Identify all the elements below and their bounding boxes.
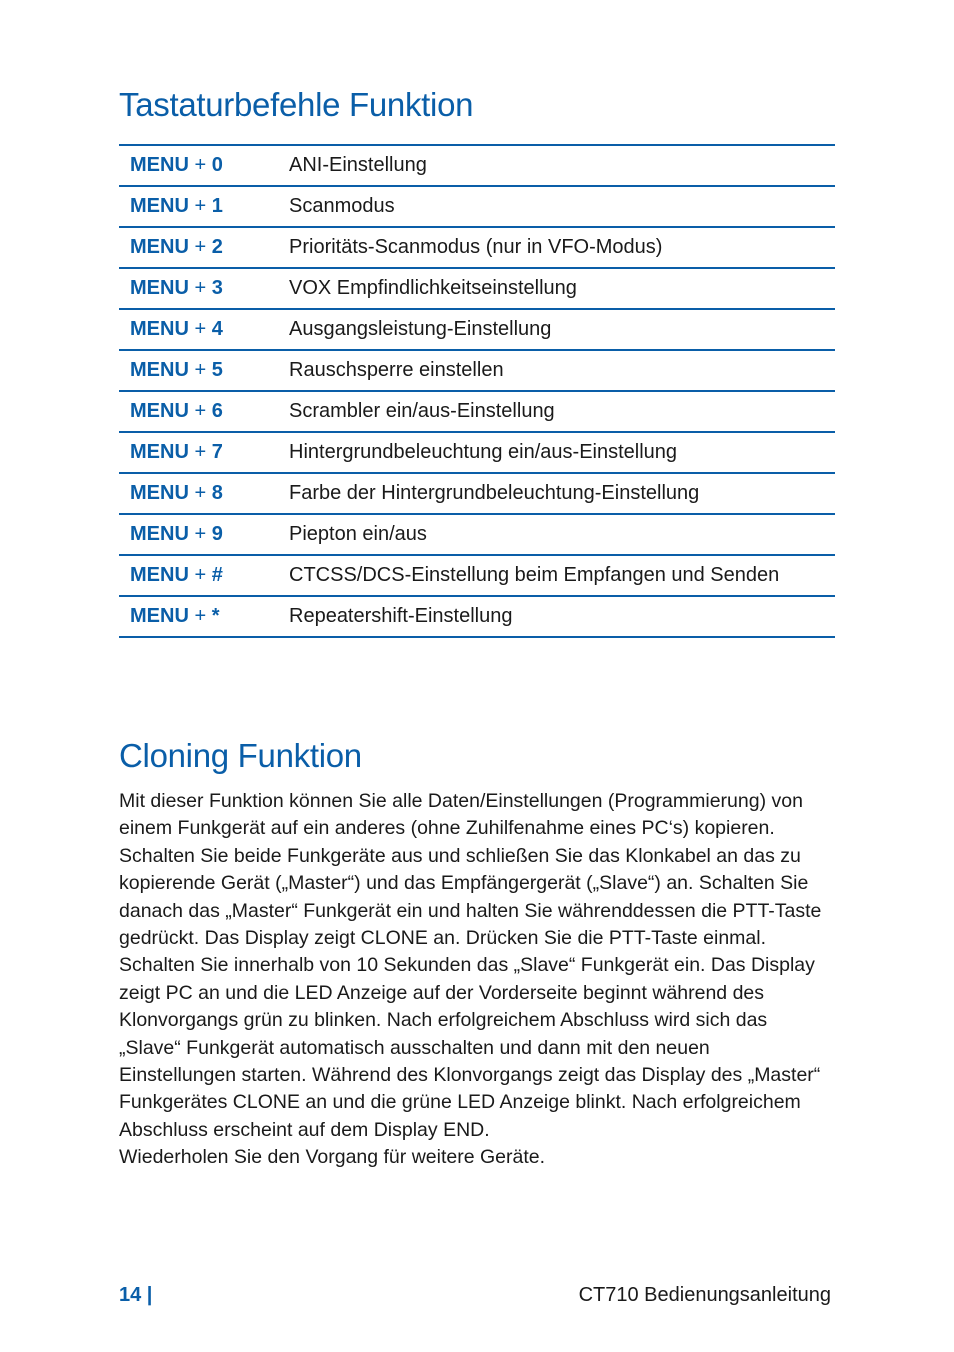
plus-sign: + [194, 359, 207, 381]
plus-sign: + [194, 605, 207, 627]
command-key [119, 605, 278, 628]
cloning-paragraph: Mit dieser Funktion können Sie alle Daten/Einstellungen (Programmierung) von einem Funkgerät auf ein anderes (ohne Zuhilfenahme eines PC‘s) kopieren. Schalten Sie beide Funkgeräte aus und schließen Sie das Klonkabel an das zu kopierende Gerät („Master“) und das Empfängergerät („Slave“) an. Schalten Sie danach das „Master“ Funkgerät ein und halten Sie währenddessen die PTT-Taste gedrückt. Das Display zeigt CLONE an. Drücken Sie die PTT-Taste einmal. Schalten Sie innerhalb von 10 Sekunden das „Slave“ Funkgerät ein. Das Display zeigt PC an und die LED Anzeige auf der Vorderseite beginnt während des Klonvorgangs grün zu blinken. Nach erfolgreichem Abschluss wird sich das „Slave“ Funkgerät automatisch ausschalten und dann mit den neuen Einstellungen starten. Während des Klonvorgangs zeigt das Display des „Master“ Funkgerätes CLONE an und die grüne LED Anzeige blinkt. Nach erfolgreichem Abschluss erscheint auf dem Display END. [119, 790, 822, 1141]
key-label: 7 [211, 441, 223, 463]
command-description: Farbe der Hintergrundbeleuchtung-Einstellung [289, 482, 700, 504]
page-number: 14 | [119, 1284, 153, 1306]
table-row [119, 556, 835, 597]
table-row [119, 351, 835, 392]
menu-label: MENU [130, 523, 189, 545]
command-key [119, 441, 278, 464]
key-label: 2 [211, 236, 223, 258]
table-row [119, 433, 835, 474]
menu-label: MENU [130, 154, 189, 176]
command-key [119, 236, 278, 259]
command-description: Hintergrundbeleuchtung ein/aus-Einstellung [289, 441, 678, 463]
table-row [119, 392, 835, 433]
key-label: 9 [211, 523, 223, 545]
cloning-paragraph-repeat: Wiederholen Sie den Vorgang für weitere Geräte. [119, 1146, 546, 1169]
plus-sign: + [194, 318, 207, 340]
key-label: 1 [211, 195, 223, 217]
key-label: 5 [211, 359, 223, 381]
key-label: 4 [211, 318, 223, 340]
menu-label: MENU [130, 318, 189, 340]
table-row [119, 269, 835, 310]
plus-sign: + [194, 154, 207, 176]
key-label: 6 [211, 400, 223, 422]
table-row [119, 474, 835, 515]
command-key [119, 154, 278, 177]
key-label: 0 [211, 154, 223, 176]
command-description: VOX Empfindlichkeitseinstellung [289, 277, 577, 299]
command-key [119, 482, 278, 505]
command-description: Piepton ein/aus [289, 523, 427, 545]
key-label: 8 [211, 482, 223, 504]
plus-sign: + [194, 564, 207, 586]
command-key [119, 195, 278, 218]
menu-label: MENU [130, 482, 189, 504]
command-description: Scanmodus [289, 195, 395, 217]
command-description: ANI-Einstellung [289, 154, 427, 176]
plus-sign: + [194, 441, 207, 463]
table-row [119, 228, 835, 269]
menu-label: MENU [130, 441, 189, 463]
plus-sign: + [194, 400, 207, 422]
command-key [119, 318, 278, 341]
keyboard-commands-table [119, 144, 835, 638]
command-key [119, 400, 278, 423]
command-description: Ausgangsleistung-Einstellung [289, 318, 552, 340]
menu-label: MENU [130, 564, 189, 586]
menu-label: MENU [130, 195, 189, 217]
plus-sign: + [194, 482, 207, 504]
section-title-cloning: Cloning Funktion [119, 737, 362, 774]
key-label: # [211, 564, 223, 586]
table-row [119, 310, 835, 351]
cloning-body-text [119, 788, 831, 1172]
table-row [119, 146, 835, 187]
table-row [119, 187, 835, 228]
command-description: CTCSS/DCS-Einstellung beim Empfangen und Senden [289, 564, 780, 586]
command-key [119, 523, 278, 546]
page-title: Tastaturbefehle Funktion [119, 86, 474, 123]
menu-label: MENU [130, 400, 189, 422]
menu-label: MENU [130, 277, 189, 299]
table-row [119, 515, 835, 556]
command-key [119, 564, 278, 587]
plus-sign: + [194, 523, 207, 545]
menu-label: MENU [130, 359, 189, 381]
command-description: Repeatershift-Einstellung [289, 605, 513, 627]
command-description: Prioritäts-Scanmodus (nur in VFO-Modus) [289, 236, 663, 258]
command-key [119, 277, 278, 300]
plus-sign: + [194, 195, 207, 217]
manual-title: CT710 Bedienungsanleitung [578, 1284, 831, 1306]
key-label: 3 [211, 277, 223, 299]
plus-sign: + [194, 236, 207, 258]
command-key [119, 359, 278, 382]
command-description: Rauschsperre einstellen [289, 359, 504, 381]
table-row [119, 597, 835, 638]
menu-label: MENU [130, 236, 189, 258]
menu-label: MENU [130, 605, 189, 627]
plus-sign: + [194, 277, 207, 299]
command-description: Scrambler ein/aus-Einstellung [289, 400, 555, 422]
key-label: * [211, 605, 220, 627]
